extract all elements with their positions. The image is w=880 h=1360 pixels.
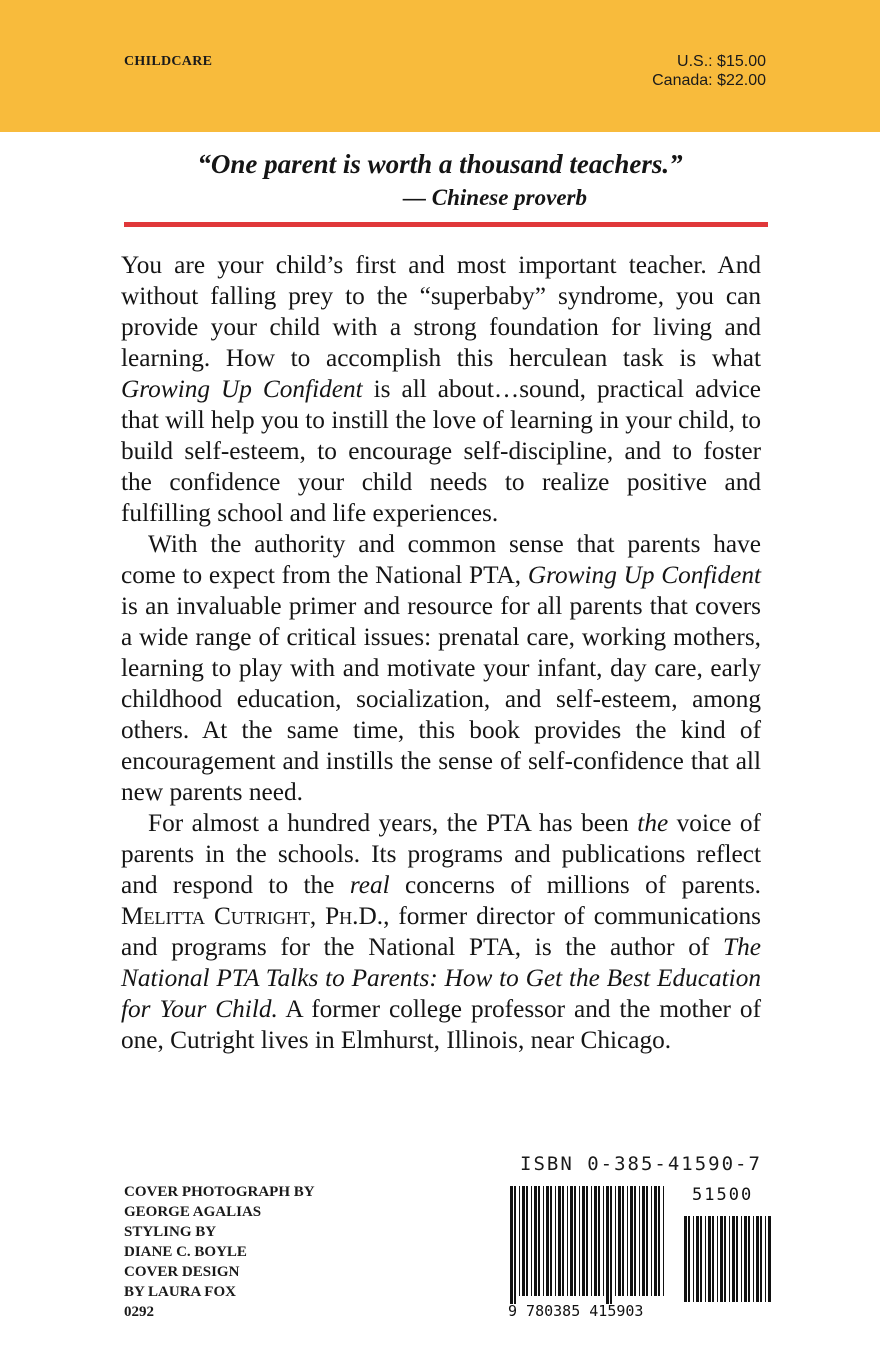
blurb-text-run: A former college professor and the mother of one, Cutright lives in Elmhurst, Illinois, near Chicago.: [121, 995, 761, 1054]
blurb-paragraph-1: [121, 250, 761, 529]
barcode-bar: [591, 1186, 592, 1296]
barcode-bar: [756, 1216, 759, 1302]
barcode-bar: [753, 1216, 754, 1302]
barcode-bar: [594, 1186, 597, 1296]
barcode-bar: [550, 1186, 552, 1296]
barcode-bar: [558, 1186, 561, 1296]
barcode-bar: [708, 1216, 711, 1302]
barcode-bar: [732, 1216, 735, 1302]
addon-digits: 51500: [692, 1185, 754, 1205]
barcode-bar: [765, 1216, 766, 1302]
blurb-text: [121, 250, 761, 1056]
blurb-text-run: is all about…sound, practical advice that will help you to instill the love of learning in your child, to build self-esteem, to encourage self-discipline, and to foster the confidence your child needs to realize positive and fulfilling school and life experiences.: [121, 375, 761, 527]
barcode-bar: [684, 1216, 687, 1302]
blurb-text-run: With the authority and common sense that parents have come to expect from the National PTA,: [121, 530, 761, 589]
barcode-bar: [693, 1216, 694, 1302]
barcode-bar: [618, 1186, 621, 1296]
barcode-bar: [646, 1186, 648, 1296]
ean-barcode-bars: [510, 1186, 668, 1302]
other-book-title: The National PTA Talks to Parents: How to Get the Best Education for Your Child.: [121, 933, 761, 1023]
book-title: Growing Up Confident: [527, 561, 761, 589]
blurb-paragraph-3: [121, 808, 761, 1056]
barcode-bar: [627, 1186, 628, 1296]
barcode-bar: [546, 1186, 549, 1296]
credit-line: GEORGE AGALIAS: [124, 1204, 262, 1220]
barcode-bar: [658, 1186, 660, 1296]
red-divider: [124, 222, 768, 227]
barcode-bar: [748, 1216, 750, 1302]
isbn-label: ISBN 0-385-41590-7: [520, 1153, 762, 1175]
barcode-bar: [724, 1216, 726, 1302]
barcode-bar: [526, 1186, 528, 1296]
book-title: Growing Up Confident: [121, 375, 363, 403]
blurb-text-run: voice of parents in the schools. Its programs and publications reflect and respond to the: [121, 809, 761, 899]
credit-line: 0292: [124, 1304, 154, 1320]
barcode-bar: [562, 1186, 564, 1296]
barcode-bar: [741, 1216, 742, 1302]
barcode-bar: [717, 1216, 718, 1302]
credit-line: DIANE C. BOYLE: [124, 1244, 247, 1260]
epigraph-attribution-row: [0, 185, 880, 211]
barcode-bar: [519, 1186, 520, 1296]
barcode-bar: [574, 1186, 576, 1296]
barcode-bar: [543, 1186, 544, 1296]
author-name: Melitta Cutright, Ph.D.: [121, 902, 384, 930]
blurb-text-run: For almost a hundred years, the PTA has been: [148, 809, 638, 837]
credit-line: COVER DESIGN: [124, 1264, 240, 1280]
barcode-bar: [514, 1186, 516, 1304]
barcode-bar: [510, 1186, 513, 1304]
barcode-bar: [579, 1186, 580, 1296]
barcode-bar: [610, 1186, 612, 1304]
emphasis-real: real: [349, 871, 390, 899]
epigraph-quote: “One parent is worth a thousand teachers.”: [197, 149, 683, 179]
barcode-bar: [634, 1186, 636, 1296]
category-label: CHILDCARE: [124, 54, 213, 69]
blurb-text-run: You are your child’s first and most important teacher. And without falling prey to the “superbaby” syndrome, you can provide your child with a strong foundation for living and learning. How to accomplish this herculean task is what: [121, 251, 761, 372]
barcode-bar: [622, 1186, 624, 1296]
credit-line: BY LAURA FOX: [124, 1284, 236, 1300]
barcode-bar: [729, 1216, 730, 1302]
barcode-bar: [586, 1186, 588, 1296]
ean-digits: 9 780385 415903: [508, 1302, 644, 1320]
barcode-bar: [651, 1186, 652, 1296]
barcode-bar: [760, 1216, 762, 1302]
blurb-paragraph-2: [121, 529, 761, 808]
barcode-bar: [639, 1186, 640, 1296]
addon-barcode-bars: [684, 1216, 776, 1306]
barcode-bar: [598, 1186, 600, 1296]
barcode-bar: [696, 1216, 699, 1302]
barcode-bar: [700, 1216, 702, 1302]
barcode-bar: [570, 1186, 573, 1296]
barcode-bar: [567, 1186, 568, 1296]
price-block: [652, 52, 766, 90]
barcode-bar: [630, 1186, 633, 1296]
blurb-text-run: concerns of millions of parents.: [389, 871, 761, 899]
epigraph-attribution: — Chinese proverb: [403, 185, 587, 210]
barcode-bar: [603, 1186, 604, 1296]
barcode-bar: [522, 1186, 525, 1296]
barcode-bar: [720, 1216, 723, 1302]
barcode-bar: [642, 1186, 645, 1296]
barcode-bar: [582, 1186, 585, 1296]
barcode-bar: [615, 1186, 616, 1296]
barcode-bar: [663, 1186, 664, 1296]
barcode-bar: [654, 1186, 657, 1296]
price-us: U.S.: $15.00: [677, 53, 766, 70]
barcode-bar: [705, 1216, 706, 1302]
barcode-bar: [712, 1216, 714, 1302]
barcode-bar: [768, 1216, 771, 1302]
barcode-bar: [606, 1186, 609, 1304]
barcode-bar: [744, 1216, 747, 1302]
barcode-bar: [538, 1186, 540, 1296]
price-canada: Canada: $22.00: [652, 72, 766, 89]
barcode-bar: [534, 1186, 537, 1296]
credit-line: COVER PHOTOGRAPH BY: [124, 1184, 315, 1200]
barcode-bar: [531, 1186, 532, 1296]
cover-credits: [124, 1182, 315, 1322]
emphasis-the: the: [637, 809, 669, 837]
barcode-bar: [555, 1186, 556, 1296]
blurb-text-run: is an invaluable primer and resource for all parents that covers a wide range of critical issues: prenatal care, working mothers, learning to play with and motivate your infant, day care, early childhood education, socialization, and self-esteem, among others. At the same time, this book provides the kind of encouragement and instills the sense of self-confidence that all new parents need.: [121, 592, 761, 806]
barcode-bar: [688, 1216, 690, 1302]
credit-line: STYLING BY: [124, 1224, 217, 1240]
barcode-bar: [736, 1216, 738, 1302]
blurb-text-run: , former director of communications and programs for the National PTA, is the author of: [121, 902, 762, 961]
